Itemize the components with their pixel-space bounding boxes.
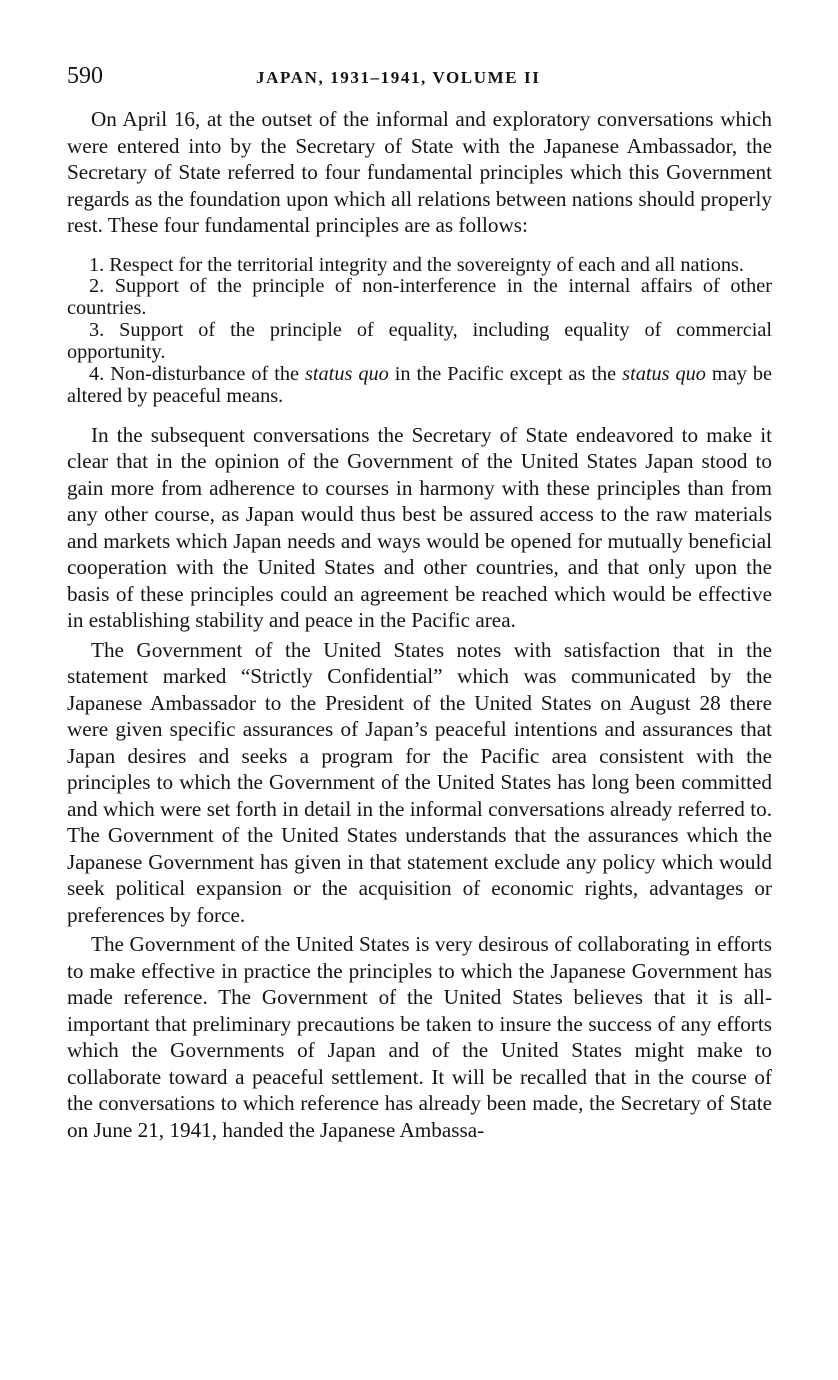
principle-italic-text: status quo — [622, 363, 706, 386]
principle-text: in the Pacific except as the — [388, 363, 623, 386]
principle-italic-text: status quo — [305, 363, 389, 386]
running-head: JAPAN, 1931–1941, VOLUME II — [256, 68, 541, 87]
principles-list — [67, 255, 772, 408]
principle-text: 4. Non-disturbance of the — [89, 363, 306, 386]
principle-item — [67, 364, 772, 408]
page-header — [67, 58, 772, 94]
principle-item: 2. Support of the principle of non-interference in the internal affairs of other countries. — [67, 275, 772, 320]
principle-text: may be altered by peaceful means. — [67, 363, 772, 407]
principle-item: 1. Respect for the territorial integrity and the sovereignty of each and all nations. — [89, 253, 744, 276]
body-paragraph: In the subsequent conversations the Secretary of State endeavored to make it clear that in the opinion of the Government of the United States Japan stood to gain more from adherence to courses in harmony with these principles than from any other course, as Japan would thus best be assured access to the raw materials and markets which Japan needs and ways would be opened for mutually beneficial cooperation with the United States and other countries, and that only upon the basis of these principles could an agreement be reached which would be effective in establishing stability and peace in the Pacific area. — [67, 422, 772, 633]
intro-paragraph: On April 16, at the outset of the informal and exploratory conversations which were entered into by the Secretary of State with the Japanese Ambassador, the Secretary of State referred to four fundamental principles which this Government regards as the foundation upon which all relations between nations should properly rest. These four fundamental principles are as follows: — [67, 107, 772, 237]
document-body — [67, 106, 772, 1143]
principle-item: 3. Support of the principle of equality, including equality of commercial opportunity. — [67, 319, 772, 364]
body-paragraph: The Government of the United States notes with satisfaction that in the statement marked “Strictly Confidential” which was communicated by the Japanese Ambassador to the President of the United States on August 28 there were given specific assurances of Japan’s peaceful intentions and assurances that Japan desires and seeks a program for the Pacific area consistent with the principles to which the Government of the United States has long been committed and which were set forth in detail in the informal conversations already referred to. The Government of the United States understands that the assurances which the Japanese Government has given in that statement exclude any policy which would seek political expansion or the acquisition of economic rights, advantages or preferences by force. — [67, 637, 772, 927]
page-number: 590 — [67, 63, 103, 89]
body-paragraph: The Government of the United States is very desirous of collaborating in efforts to make effective in practice the principles to which the Japanese Government has made reference. The Government of the United States believes that it is all-important that preliminary precautions be taken to insure the success of any efforts which the Governments of Japan and of the United States might make to collaborate toward a peaceful settlement. It will be recalled that in the course of the conversations to which reference has already been made, the Secretary of State on June 21, 1941, handed the Japanese Ambassa- — [67, 932, 772, 1142]
